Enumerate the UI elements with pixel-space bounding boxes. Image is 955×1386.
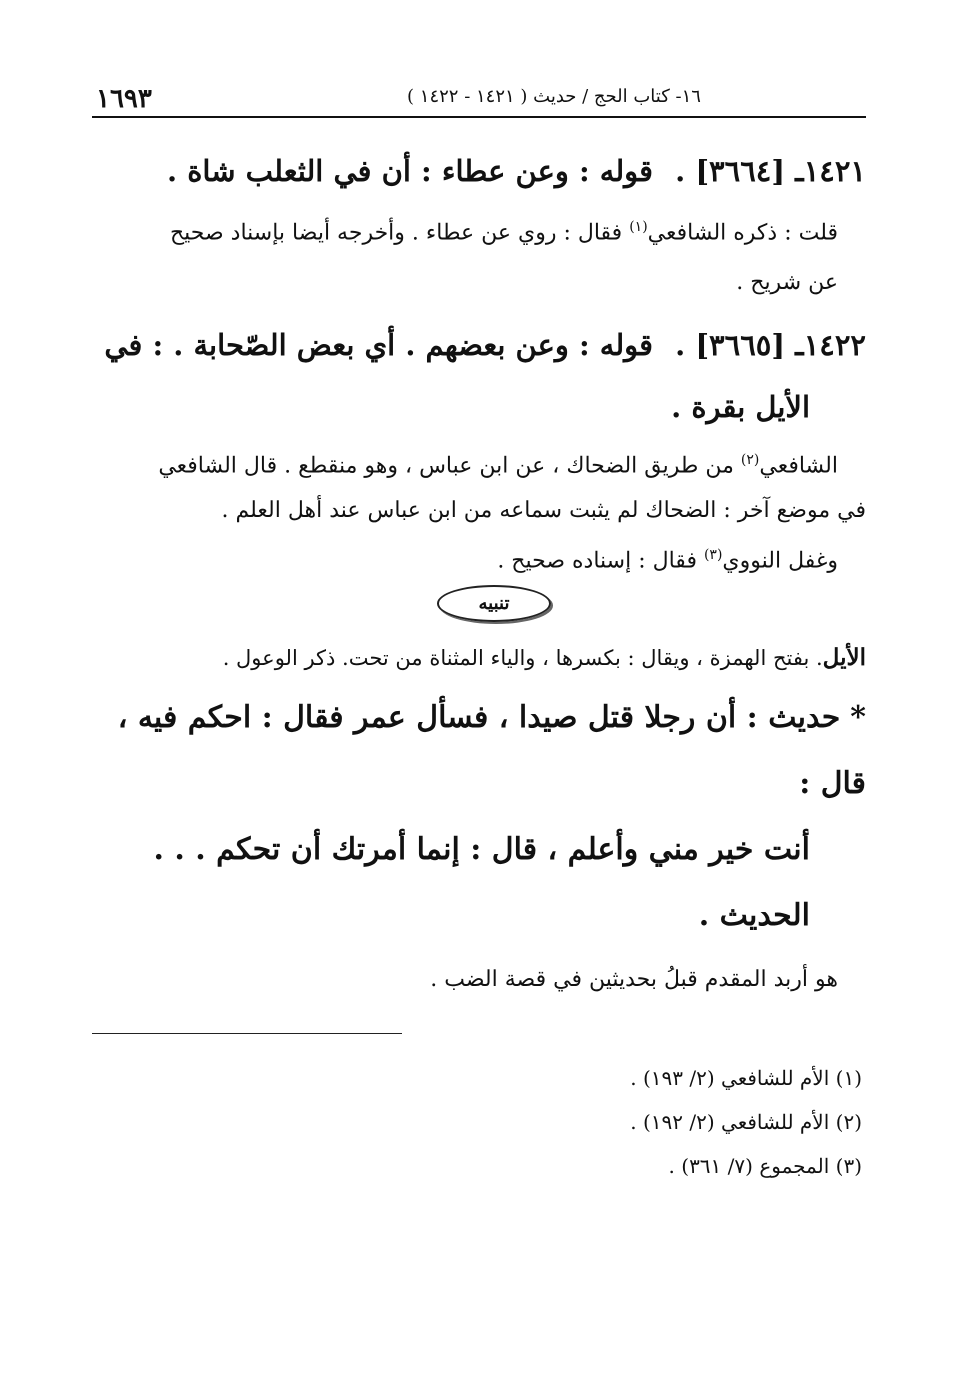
footnote: (٣) المجموع (٧/ ٣٦١) . (668, 1153, 862, 1178)
footnotes (92, 1056, 866, 1188)
hadith-line: حديث : أن رجلا قتل صيدا ، فسأل عمر فقال : احكم فيه ، قال : (117, 699, 866, 801)
page-header (92, 70, 866, 118)
footnote-ref[interactable]: (٣) (703, 546, 723, 563)
entry-heading-text-cont: الأيل بقرة . (671, 390, 810, 425)
commentary-text: في موضع آخر : الضحاك لم يثبت سماعه من ابن عباس عند أهل العلم . (221, 497, 866, 523)
hadith-heading (92, 685, 866, 949)
notice-text (92, 635, 866, 681)
footnote: (١) الأم للشافعي (٢/ ١٩٣) . (630, 1065, 862, 1090)
hadith-line: الحديث . (698, 897, 810, 933)
entry-heading-1421 (92, 140, 866, 202)
commentary-text: فقال : إسناده صحيح . (497, 547, 704, 573)
book-page (92, 70, 866, 1350)
notice-term: الأيل (822, 643, 866, 671)
entry-commentary (92, 438, 866, 583)
entry-heading-text: قوله : وعن بعضهم . أي بعض الصّحابة . : في (104, 328, 654, 363)
hadith-commentary: هو أربد المقدم قبلُ بحديثين في قصة الضب . (430, 966, 838, 992)
hadith-line: أنت خير مني وأعلم ، قال : إنما أمرتك أن تحكم . . . (153, 831, 810, 867)
entry-heading-text: قوله : وعن عطاء : أن في الثعلب شاة . (167, 154, 654, 188)
commentary-text: من طريق الضحاك ، عن ابن عباس ، وهو منقطع . قال الشافعي (158, 453, 741, 479)
entry-heading-1422 (92, 314, 866, 438)
footnote: (٢) الأم للشافعي (٢/ ١٩٢) . (630, 1109, 862, 1134)
commentary-text: قلت : ذكره الشافعي (647, 220, 838, 246)
running-head: ١٦- كتاب الحج / حديث ( ١٤٢١ - ١٤٢٢ ) (407, 86, 701, 107)
footnote-separator (92, 1033, 402, 1034)
notice-body: . بفتح الهمزة ، ويقال : بكسرها ، والياء المثناة من تحت. ذكر الوعول . (222, 645, 823, 670)
footnote-ref[interactable]: (٢) (740, 452, 760, 469)
entry-commentary (92, 202, 866, 308)
commentary-text: وغفل النووي (722, 547, 838, 573)
commentary-text: فقال : روي عن عطاء . وأخرجه أيضا بإسناد صحيح (169, 220, 630, 246)
commentary-text: الشافعي (759, 453, 838, 479)
star-marker: * (850, 699, 866, 735)
commentary-text: عن شريح . (736, 270, 838, 296)
notice-heading (92, 585, 866, 635)
footnote-ref[interactable]: (١) (629, 219, 648, 235)
page-number: ١٦٩٣ (96, 84, 152, 114)
entry-number: ١٤٢١ـ [٣٦٦٤] . (675, 154, 866, 188)
entry-number: ١٤٢٢ـ [٣٦٦٥] . (675, 328, 866, 363)
notice-badge: تنبيه (437, 585, 552, 622)
